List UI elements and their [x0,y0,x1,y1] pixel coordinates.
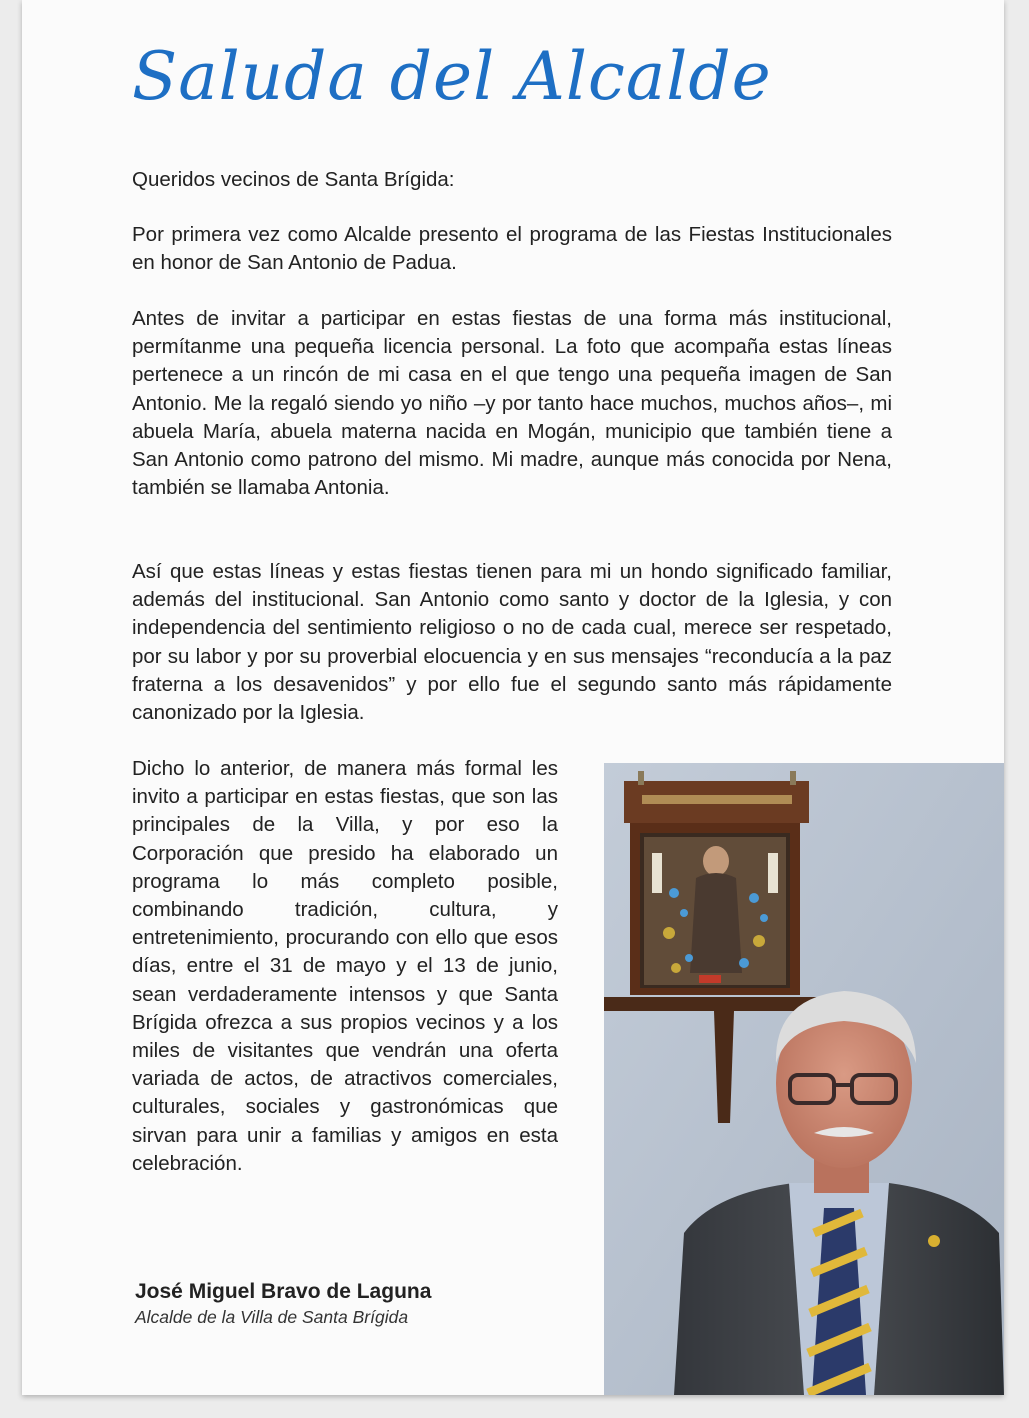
document-page [22,0,1004,1395]
page-title: Saluda del Alcalde [132,38,772,115]
signature-role: Alcalde de la Villa de Santa Brígida [135,1307,409,1327]
mayor-photo [604,763,1004,1395]
paragraph-4: Dicho lo anterior, de manera más formal les invito a participar en estas fiestas, que son las principales de la Villa, y por eso la Corporación que presido ha elaborado un programa lo más completo posible, combinando tradición, cultura, y entretenimiento, procurando con ello que esos días, entre el 31 de mayo y el 13 de junio, sean verdaderamente intensos y que Santa Brígida ofrezca a sus propios vecinos y a los miles de visitantes que vendrán una oferta variada de actos, de atractivos comerciales, culturales, sociales y gastronómicas que sirvan para unir a familias y amigos en esta celebración. [132,757,558,1175]
paragraph-3: Así que estas líneas y estas fiestas tienen para mi un hondo significado familiar, además del institucional. San Antonio como santo y doctor de la Iglesia, y con independencia del sentimiento religioso o no de cada cual, merece ser respetado, por su labor y por su proverbial elocuencia y en sus mensajes “reconducía a la paz fraterna a los desavenidos” y por ello fue el segundo santo más rápidamente canonizado por la Iglesia. [132,560,892,725]
signature-name: José Miguel Bravo de Laguna [135,1280,432,1303]
paragraph-1: Por primera vez como Alcalde presento el programa de las Fiestas Institucionales en honor de San Antonio de Padua. [132,223,892,275]
greeting: Queridos vecinos de Santa Brígida: [132,168,455,191]
paragraph-2: Antes de invitar a participar en estas fiestas de una forma más institucional, permítanme una pequeña licencia personal. La foto que acompaña estas líneas pertenece a un rincón de mi casa en el que tengo una pequeña imagen de San Antonio. Me la regaló siendo yo niño –y por tanto hace muchos, muchos años–, mi abuela María, abuela materna nacida en Mogán, municipio que también tiene a San Antonio como patrono del mismo. Mi madre, aunque más conocida por Nena, también se llamaba Antonia. [132,307,892,500]
